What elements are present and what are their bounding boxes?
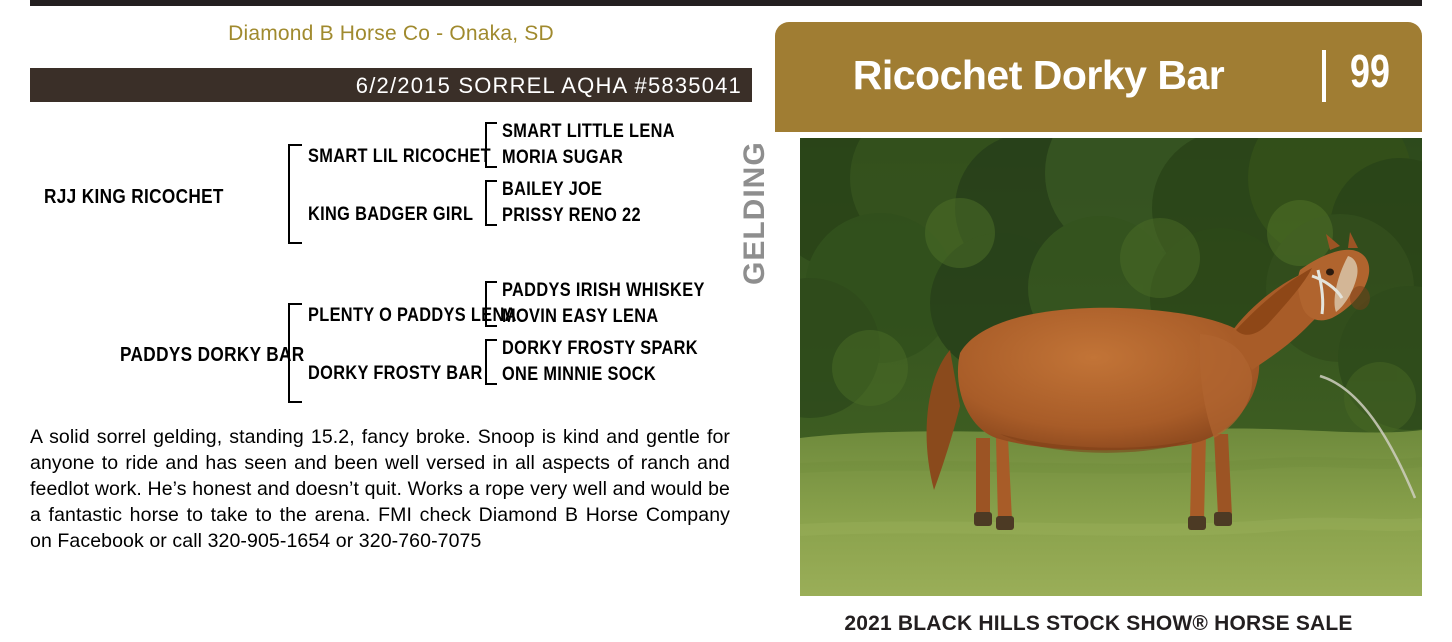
pedigree-sire: RJJ KING RICOCHET: [44, 186, 224, 208]
lot-banner: [775, 22, 1422, 132]
pedigree-dam-dam-sire: DORKY FROSTY SPARK: [502, 338, 698, 359]
pedigree-bracket-sire-dam: [485, 180, 497, 226]
pedigree-sire-sire-dam: MORIA SUGAR: [502, 147, 624, 168]
sex-label: GELDING: [738, 141, 771, 285]
horse-info-bar: [30, 68, 752, 102]
pedigree-bracket-dam-sire: [485, 281, 497, 327]
horse-photo-image: [800, 138, 1422, 596]
pedigree-bracket-dam: [288, 303, 302, 403]
top-rule-gap: [30, 6, 1422, 9]
horse-name-title: Ricochet Dorky Bar: [852, 52, 1225, 98]
pedigree-dam-sire-dam: MOVIN EASY LENA: [502, 306, 659, 327]
pedigree-bracket-dam-dam: [485, 339, 497, 385]
pedigree-dam: PADDYS DORKY BAR: [120, 344, 305, 366]
event-footer: 2021 BLACK HILLS STOCK SHOW® HORSE SALE: [844, 612, 1353, 635]
horse-info-text: 6/2/2015 SORREL AQHA #5835041: [355, 73, 742, 98]
lot-number: 99: [1350, 45, 1390, 97]
consignor-line: Diamond B Horse Co - Onaka, SD: [228, 22, 554, 45]
pedigree-dam-dam-dam: ONE MINNIE SOCK: [502, 364, 657, 385]
pedigree-sire-sire-sire: SMART LITTLE LENA: [502, 121, 675, 142]
pedigree-chart: [30, 108, 752, 408]
pedigree-sire-sire: SMART LIL RICOCHET: [308, 146, 491, 167]
pedigree-sire-dam-sire: BAILEY JOE: [502, 179, 603, 200]
pedigree-bracket-sire-sire: [485, 122, 497, 168]
pedigree-dam-sire-sire: PADDYS IRISH WHISKEY: [502, 280, 705, 301]
pedigree-bracket-sire: [288, 144, 302, 244]
pedigree-sire-dam-dam: PRISSY RENO 22: [502, 205, 641, 226]
pedigree-sire-dam: KING BADGER GIRL: [308, 204, 474, 225]
pedigree-dam-sire: PLENTY O PADDYS LENA: [308, 305, 517, 326]
banner-divider: [1322, 50, 1326, 102]
horse-photo: [800, 138, 1422, 596]
pedigree-dam-dam: DORKY FROSTY BAR: [308, 363, 483, 384]
horse-description: A solid sorrel gelding, standing 15.2, fancy broke. Snoop is kind and gentle for anyone to ride and has seen and been well versed in all aspects of ranch and feedlot work. He’s honest and doesn’t quit. Works a rope very well and would be a fantastic horse to take to the arena. FMI check Diamond B Horse Company on Facebook or call 320-905-1654 or 320-760-7075: [30, 426, 730, 552]
